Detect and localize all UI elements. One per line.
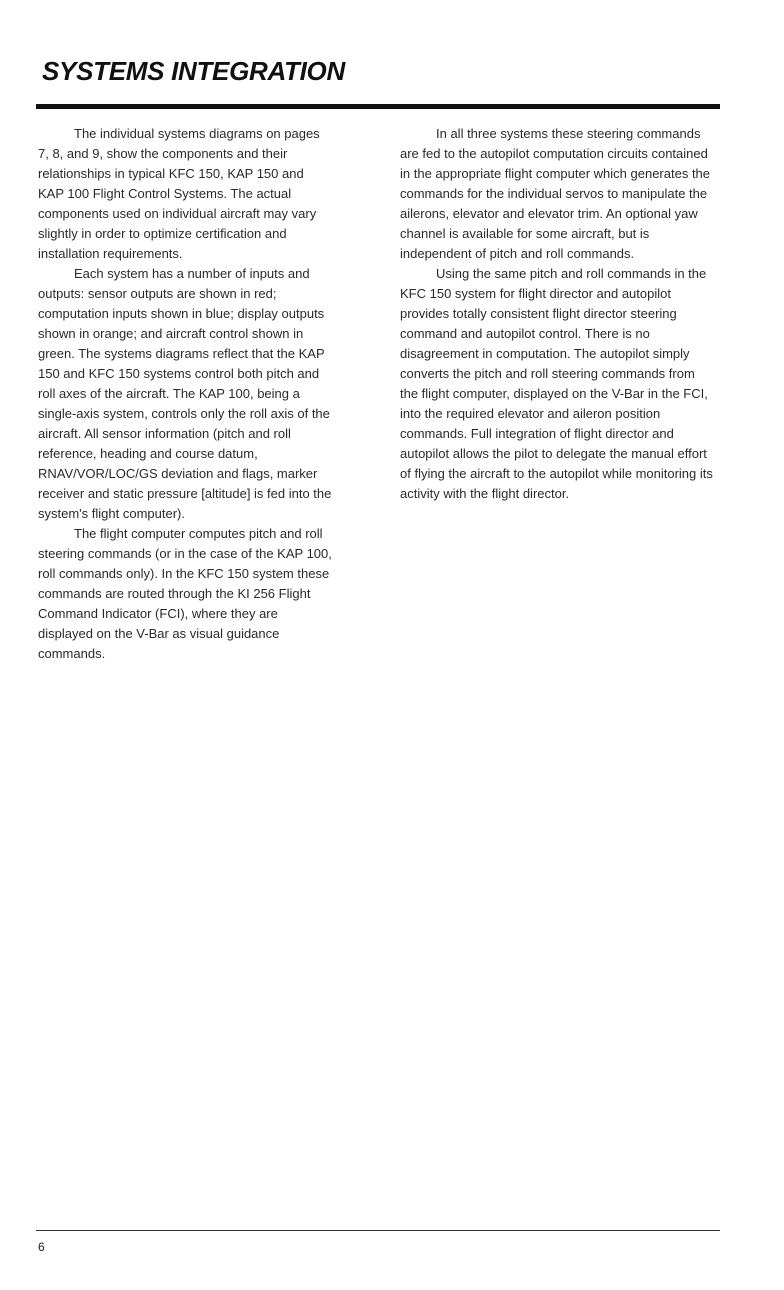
paragraph-pitch-roll-commands: Using the same pitch and roll commands in the KFC 150 system for flight director and autopilot provides totally consistent flight director steering command and autopilot control. There is no disagreement in computation. The autopilot simply converts the pitch and roll steering commands from the flight computer, displayed on the V-Bar in the FCI, into the required elevator and aileron position commands. Full integration of flight director and autopilot allows the pilot to delegate the manual effort of flying the aircraft to the autopilot while monitoring its activity with the flight director. — [400, 266, 713, 501]
title-divider — [36, 104, 720, 109]
paragraph-components: The individual systems diagrams on pages 7, 8, and 9, show the components and their relationships in typical KFC 150, KAP 150 and KAP 100 Flight Control Systems. The actual components used on individual aircraft may vary slightly in order to optimize certification and installation requirements. — [38, 126, 320, 261]
paragraph-steering-commands: In all three systems these steering commands are fed to the autopilot computation circuits contained in the appropriate flight computer which generates the commands for the individual servos to manipulate the ailerons, elevator and elevator trim. An optional yaw channel is available for some aircraft, but is independent of pitch and roll commands. — [400, 126, 711, 261]
page-number: 6 — [38, 1240, 45, 1254]
footer-divider — [36, 1230, 720, 1231]
left-column — [38, 124, 332, 664]
paragraph-inputs-outputs: Each system has a number of inputs and outputs: sensor outputs are shown in red; computation inputs shown in blue; display outputs shown in orange; and aircraft control shown in green. The systems diagrams reflect that the KAP 150 and KFC 150 systems control both pitch and roll axes of the aircraft. The KAP 100, being a single-axis system, controls only the roll axis of the aircraft. All sensor information (pitch and roll reference, heading and course datum, RNAV/VOR/LOC/GS deviation and flags, marker receiver and static pressure [altitude] is fed into the system's flight computer). — [38, 266, 332, 521]
right-column — [400, 124, 716, 504]
paragraph-flight-computer: The flight computer computes pitch and roll steering commands (or in the case of the KAP 100, roll commands only). In the KFC 150 system these commands are routed through the KI 256 Flight Command Indicator (FCI), where they are displayed on the V-Bar as visual guidance commands. — [38, 526, 332, 661]
page-title: SYSTEMS INTEGRATION — [42, 56, 345, 86]
